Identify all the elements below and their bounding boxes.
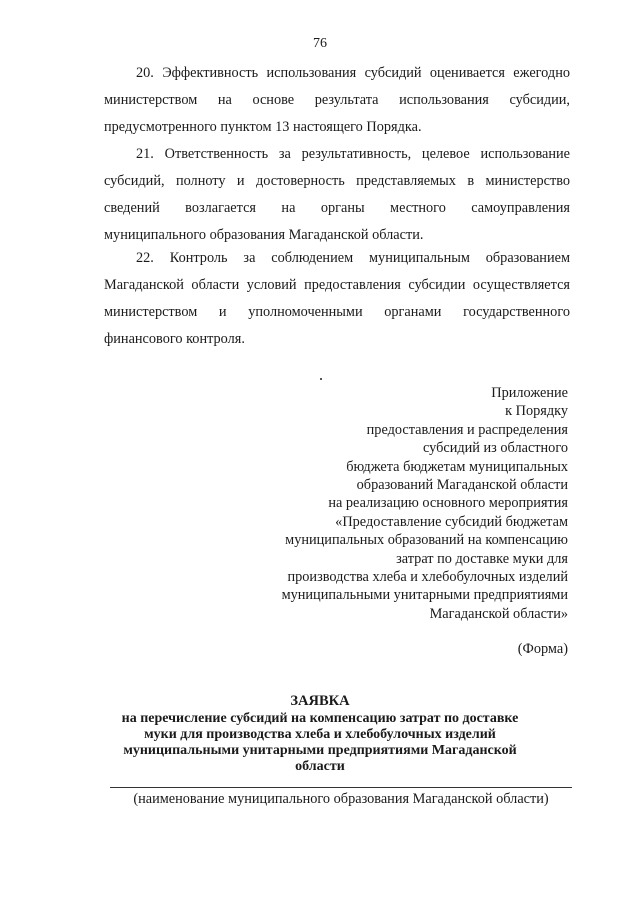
appendix-line: муниципальных образований на компенсацию <box>285 532 568 549</box>
paragraph-line: министерством и уполномоченными органами государственного <box>104 304 570 320</box>
appendix-line: на реализацию основного мероприятия <box>328 495 568 512</box>
appendix-line: образований Магаданской области <box>356 477 568 494</box>
paragraph-20 <box>104 60 570 141</box>
fill-in-line <box>110 787 572 788</box>
document-subtitle-line: муниципальными унитарными предприятиями Магаданской <box>123 743 517 758</box>
form-label: (Форма) <box>517 641 568 657</box>
paragraph-line: муниципального образования Магаданской области. <box>104 227 424 243</box>
paragraph-line: Магаданской области условий предоставления субсидии осуществляется <box>104 277 570 293</box>
appendix-line: Магаданской области» <box>429 605 568 622</box>
paragraph-line: предусмотренного пунктом 13 настоящего Порядка. <box>104 119 422 135</box>
document-subtitle-line: на перечисление субсидий на компенсацию затрат по доставке <box>121 711 519 726</box>
appendix-line: субсидий из областного <box>422 440 568 457</box>
page-number: 76 <box>313 36 327 51</box>
scan-speck <box>320 378 322 380</box>
appendix-header <box>238 384 568 623</box>
appendix-line: бюджета бюджетам муниципальных <box>346 458 568 475</box>
paragraph-21 <box>104 141 570 249</box>
paragraph-line: финансового контроля. <box>104 331 245 347</box>
appendix-line: муниципальными унитарными предприятиями <box>281 587 568 604</box>
paragraph-line: сведений возлагается на органы местного самоуправления <box>104 200 570 216</box>
paragraph-line: 20. Эффективность использования субсидий оценивается ежегодно <box>136 65 570 81</box>
paragraph-line: министерством на основе результата использования субсидии, <box>104 92 570 108</box>
appendix-line: «Предоставление субсидий бюджетам <box>335 513 568 530</box>
paragraph-line: 21. Ответственность за результативность, целевое использование <box>136 146 570 162</box>
appendix-line: производства хлеба и хлебобулочных изделий <box>287 569 568 586</box>
appendix-line: затрат по доставке муки для <box>396 550 568 567</box>
appendix-line: предоставления и распределения <box>366 421 568 438</box>
field-caption: (наименование муниципального образования Магаданской области) <box>133 791 549 807</box>
appendix-line: Приложение <box>491 385 568 401</box>
document-title: ЗАЯВКА <box>290 693 350 709</box>
document-title-block <box>0 693 640 775</box>
document-subtitle-line: муки для производства хлеба и хлебобулочных изделий <box>144 727 496 742</box>
document-subtitle-line: области <box>295 759 345 774</box>
paragraph-line: субсидий, полноту и достоверность представляемых в министерство <box>104 173 570 189</box>
paragraph-22 <box>104 245 570 353</box>
appendix-line: к Порядку <box>505 403 568 420</box>
paragraph-line: 22. Контроль за соблюдением муниципальным образованием <box>136 250 570 266</box>
